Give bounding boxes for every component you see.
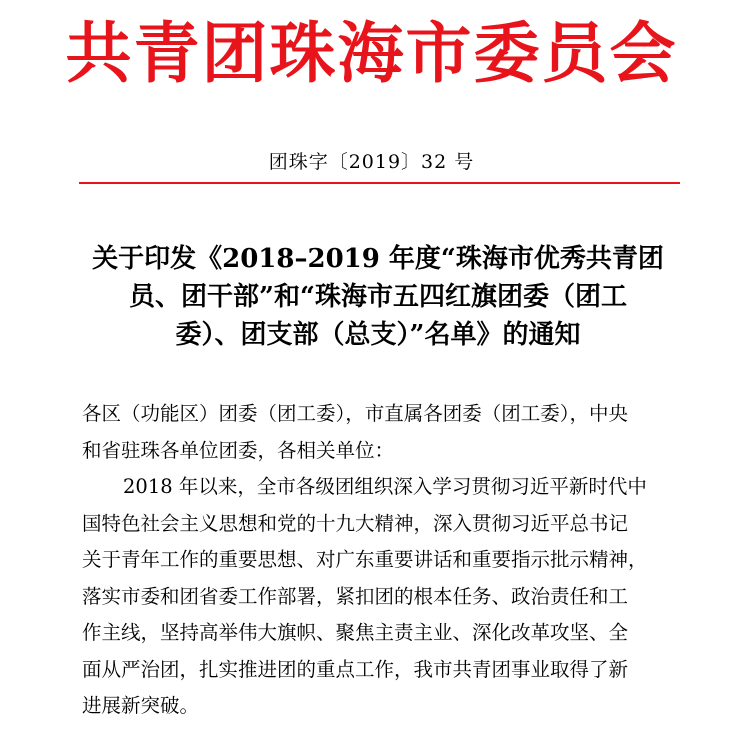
red-divider-line xyxy=(79,182,680,184)
paragraph-line: 2018 年以来，全市各级团组织深入学习贯彻习近平新时代中 xyxy=(123,475,647,498)
paragraph-line: 国特色社会主义思想和党的十九大精神，深入贯彻习近平总书记 xyxy=(82,511,629,535)
notice-body xyxy=(82,396,688,725)
document-number: 团珠字〔2019〕32 号 xyxy=(268,151,475,173)
paragraph-line: 落实市委和团省委工作部署，紧扣团的根本任务、政治责任和工 xyxy=(82,584,629,608)
masthead-title: 共青团珠海市委员会 xyxy=(65,14,678,92)
notice-title-line: 关于印发《2018–2019 年度“珠海市优秀共青团 xyxy=(92,244,664,274)
notice-title-line: 委）、团支部（总支）”名单》的通知 xyxy=(175,320,581,350)
paragraph-line: 关于青年工作的重要思想、对广东重要讲话和重要指示批示精神， xyxy=(82,548,648,571)
paragraph-line: 作主线，坚持高举伟大旗帜、聚焦主责主业、深化改革攻坚、全 xyxy=(82,621,629,644)
addressee-line: 各区（功能区）团委（团工委），市直属各团委（团工委），中央 xyxy=(82,402,629,425)
notice-title-line: 员、团干部”和“珠海市五四红旗团委（团工 xyxy=(129,282,627,312)
paragraph-line: 进展新突破。 xyxy=(82,694,200,717)
addressee-line: 和省驻珠各单位团委，各相关单位： xyxy=(82,438,395,462)
paragraph-line: 面从严治团，扎实推进团的重点工作，我市共青团事业取得了新 xyxy=(82,657,629,681)
notice-title xyxy=(70,240,686,354)
